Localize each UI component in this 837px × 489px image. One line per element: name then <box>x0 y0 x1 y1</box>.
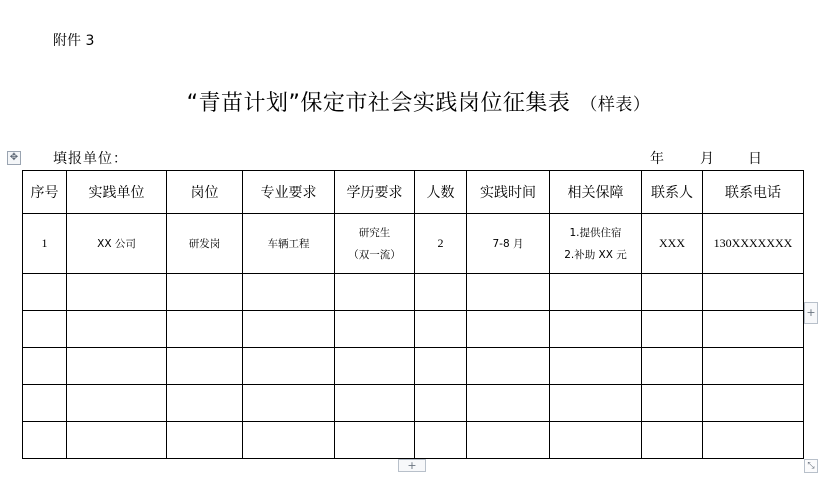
attachment-label: 附件 3 <box>53 33 95 49</box>
header-row <box>23 171 804 214</box>
table-cell[interactable] <box>23 385 67 422</box>
resize-handle-icon[interactable]: ⤡ <box>804 459 818 473</box>
table-cell[interactable] <box>415 385 467 422</box>
table-cell[interactable] <box>550 274 642 311</box>
table-row <box>23 274 804 311</box>
table-cell[interactable] <box>167 274 243 311</box>
plus-icon: + <box>806 306 816 319</box>
cell-position[interactable]: 研发岗 <box>167 214 243 274</box>
table-cell[interactable] <box>642 385 703 422</box>
table-cell[interactable] <box>415 348 467 385</box>
table-row <box>23 214 804 274</box>
table-cell[interactable] <box>550 311 642 348</box>
year-label: 年 <box>650 151 664 167</box>
table-cell[interactable] <box>243 385 335 422</box>
header-cell[interactable]: 人数 <box>415 171 467 214</box>
day-label: 日 <box>748 151 762 167</box>
table-cell[interactable] <box>467 422 550 459</box>
cell-phone[interactable]: 130XXXXXXX <box>703 214 804 274</box>
add-row-button[interactable] <box>398 459 426 472</box>
table-cell[interactable] <box>335 422 415 459</box>
table-cell[interactable] <box>642 348 703 385</box>
table-cell[interactable] <box>243 274 335 311</box>
table-cell[interactable] <box>703 422 804 459</box>
table-cell[interactable] <box>467 311 550 348</box>
table-cell[interactable] <box>23 274 67 311</box>
cell-no[interactable]: 1 <box>23 214 67 274</box>
table-cell[interactable] <box>67 311 167 348</box>
table-cell[interactable] <box>243 422 335 459</box>
header-cell[interactable]: 联系人 <box>642 171 703 214</box>
header-cell[interactable]: 实践时间 <box>467 171 550 214</box>
table-cell[interactable] <box>335 274 415 311</box>
table-row <box>23 311 804 348</box>
cell-major[interactable]: 车辆工程 <box>243 214 335 274</box>
table-cell[interactable] <box>23 348 67 385</box>
education-line1: 研究生 <box>358 226 391 239</box>
table-cell[interactable] <box>550 422 642 459</box>
cell-guarantee[interactable] <box>550 214 642 274</box>
table-cell[interactable] <box>243 348 335 385</box>
title-text: “青苗计划”保定市社会实践岗位征集表 <box>186 91 571 116</box>
table-cell[interactable] <box>467 348 550 385</box>
table-cell[interactable] <box>415 274 467 311</box>
guarantee-line2: 2.补助 XX 元 <box>564 248 627 261</box>
table-row <box>23 422 804 459</box>
table-cell[interactable] <box>335 311 415 348</box>
table-cell[interactable] <box>335 348 415 385</box>
header-cell[interactable]: 学历要求 <box>335 171 415 214</box>
table-cell[interactable] <box>703 311 804 348</box>
position-table <box>22 170 804 459</box>
add-column-button[interactable] <box>804 302 818 324</box>
cell-contact[interactable]: XXX <box>642 214 703 274</box>
table-cell[interactable] <box>467 385 550 422</box>
education-line2: （双一流） <box>348 248 401 261</box>
title-suffix: （样表） <box>580 95 651 115</box>
move-handle-icon[interactable]: ✥ <box>7 151 21 165</box>
table-cell[interactable] <box>703 385 804 422</box>
table-cell[interactable] <box>642 311 703 348</box>
cell-time[interactable]: 7-8 月 <box>467 214 550 274</box>
table-cell[interactable] <box>550 348 642 385</box>
table-cell[interactable] <box>23 422 67 459</box>
header-cell[interactable]: 岗位 <box>167 171 243 214</box>
table-cell[interactable] <box>67 422 167 459</box>
table-cell[interactable] <box>335 385 415 422</box>
unit-label: 填报单位： <box>53 151 128 167</box>
table-cell[interactable] <box>167 311 243 348</box>
cell-education[interactable] <box>335 214 415 274</box>
cell-count[interactable]: 2 <box>415 214 467 274</box>
page-title <box>0 86 837 117</box>
table-row <box>23 348 804 385</box>
table-cell[interactable] <box>642 422 703 459</box>
header-cell[interactable]: 联系电话 <box>703 171 804 214</box>
guarantee-line1: 1.提供住宿 <box>569 226 622 239</box>
table-cell[interactable] <box>642 274 703 311</box>
header-cell[interactable]: 专业要求 <box>243 171 335 214</box>
plus-icon: + <box>407 459 417 472</box>
table-cell[interactable] <box>243 311 335 348</box>
table-cell[interactable] <box>167 385 243 422</box>
table-cell[interactable] <box>550 385 642 422</box>
header-cell[interactable]: 实践单位 <box>67 171 167 214</box>
cell-unit[interactable]: XX 公司 <box>67 214 167 274</box>
table-cell[interactable] <box>167 348 243 385</box>
header-cell[interactable]: 序号 <box>23 171 67 214</box>
table-cell[interactable] <box>67 385 167 422</box>
table-cell[interactable] <box>67 348 167 385</box>
header-cell[interactable]: 相关保障 <box>550 171 642 214</box>
table-cell[interactable] <box>415 422 467 459</box>
table-cell[interactable] <box>415 311 467 348</box>
table-cell[interactable] <box>167 422 243 459</box>
table-cell[interactable] <box>67 274 167 311</box>
table-cell[interactable] <box>703 348 804 385</box>
table-cell[interactable] <box>23 311 67 348</box>
table-row <box>23 385 804 422</box>
table-cell[interactable] <box>467 274 550 311</box>
month-label: 月 <box>700 151 714 167</box>
table-cell[interactable] <box>703 274 804 311</box>
